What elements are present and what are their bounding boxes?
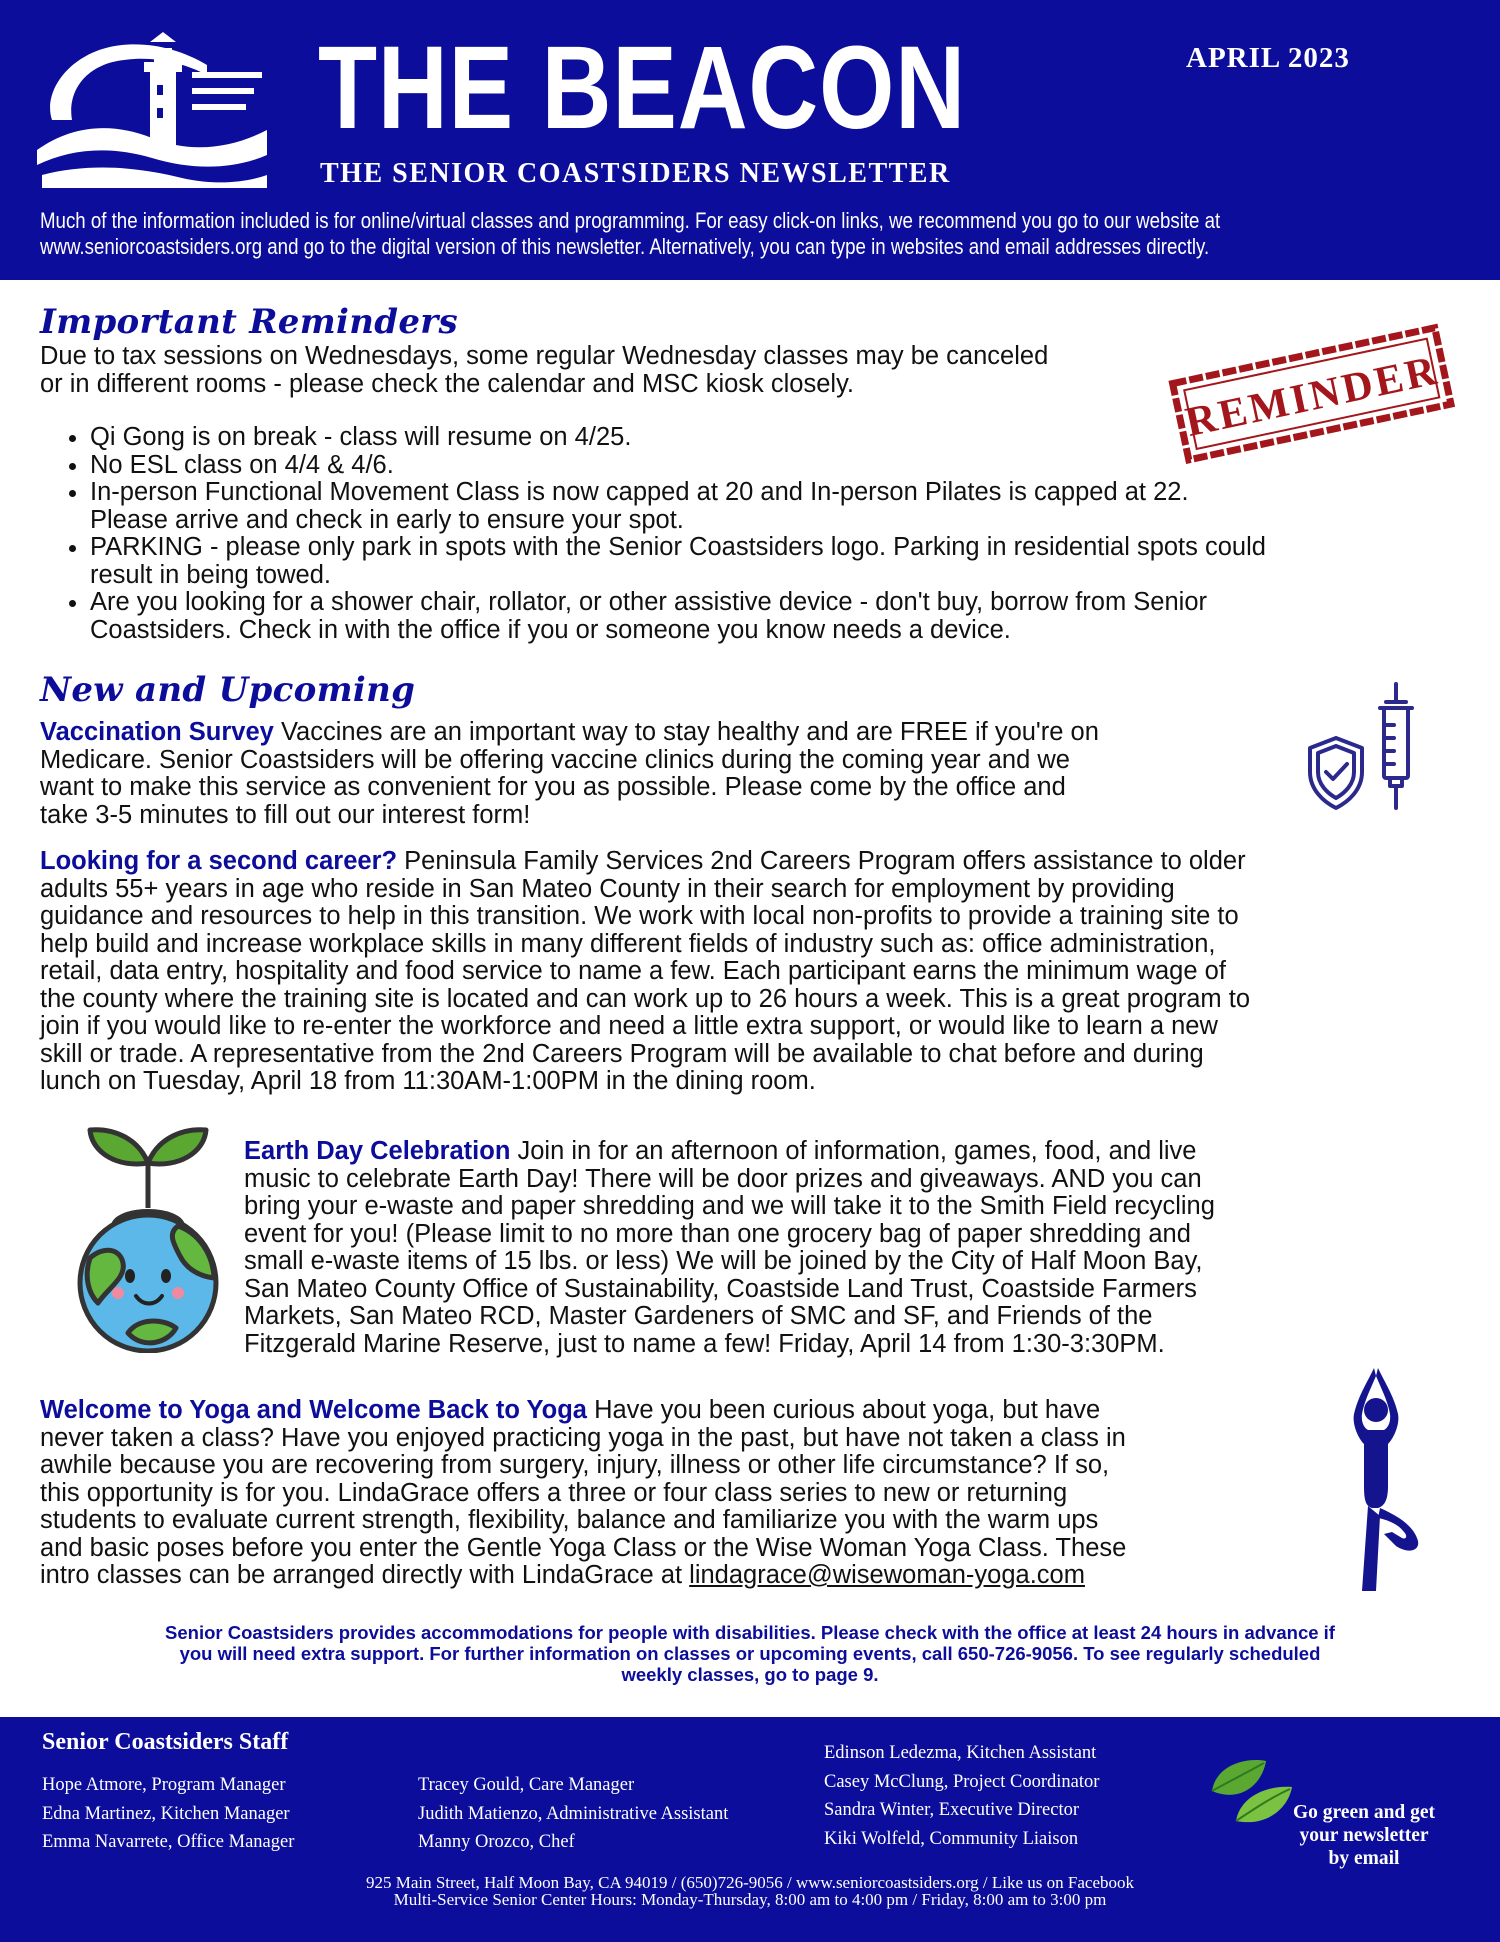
earth-day-text: small e-waste items of 15 lbs. or less) We will be joined by the City of Half Moon Bay,	[244, 1247, 1203, 1275]
earth-day-lead: Earth Day Celebration	[244, 1137, 511, 1165]
accessibility-notice	[40, 1622, 1460, 1685]
yoga-email-link[interactable]: lindagrace@wisewoman-yoga.com	[689, 1561, 1085, 1589]
staff-title: Senior Coastsiders Staff	[42, 1729, 289, 1755]
earth-day-section	[244, 1138, 1384, 1358]
staff-member: Edna Martinez, Kitchen Manager	[42, 1803, 290, 1824]
yoga-pose-icon	[1318, 1366, 1438, 1596]
yoga-text: intro classes can be arranged directly with LindaGrace at	[40, 1561, 690, 1589]
earth-day-text: Markets, San Mateo RCD, Master Gardeners of SMC and SF, and Friends of the	[244, 1302, 1153, 1330]
list-item-text: PARKING - please only park in spots with the Senior Coastsiders logo. Parking in residential spots could	[90, 533, 1266, 561]
yoga-text: and basic poses before you enter the Gentle Yoga Class or the Wise Woman Yoga Class. These	[40, 1533, 1127, 1562]
list-item	[90, 589, 1500, 644]
vaccination-text: want to make this service as convenient for you as possible. Please come by the office and	[40, 773, 1066, 801]
career-text: adults 55+ years in age who reside in San Mateo County in their search for employment by providing	[40, 874, 1175, 903]
vaccine-shield-icon	[1300, 680, 1420, 815]
staff-member: Hope Atmore, Program Manager	[42, 1775, 286, 1795]
earth-day-text: Fitzgerald Marine Reserve, just to name a few! Friday, April 14 from 1:30-3:30PM.	[244, 1329, 1165, 1358]
list-item	[90, 452, 1500, 480]
address-line: 925 Main Street, Half Moon Bay, CA 94019 / (650)726-9056 / www.seniorcoastsiders.org / Like us on Facebook	[365, 1873, 1135, 1892]
go-green-line: your newsletter	[1299, 1825, 1429, 1846]
earth-day-text: San Mateo County Office of Sustainability, Coastside Land Trust, Coastside Farmers	[244, 1274, 1197, 1303]
yoga-text: awhile because you are recovering from surgery, injury, illness or other life circumstance? If so,	[40, 1451, 1110, 1479]
lighthouse-logo-icon	[32, 30, 272, 190]
list-item-text: No ESL class on 4/4 & 4/6.	[90, 450, 394, 479]
career-text: skill or trade. A representative from the 2nd Careers Program will be available to chat before and during	[40, 1039, 1204, 1068]
yoga-text: this opportunity is for you. LindaGrace offers a three or four class series to new or returning	[40, 1478, 1068, 1507]
vaccination-text: take 3-5 minutes to fill out our interest form!	[40, 800, 531, 829]
career-text: join if you would like to re-enter the workforce and need a little extra support, or would like to learn a new	[40, 1012, 1218, 1040]
earth-day-text: Join in for an afternoon of information, games, food, and live	[510, 1137, 1197, 1165]
list-item-text: Qi Gong is on break - class will resume on 4/25.	[90, 423, 632, 451]
staff-member: Casey McClung, Project Coordinator	[824, 1771, 1100, 1792]
list-item-text: Are you looking for a shower chair, rollator, or other assistive device - don't buy, borrow from Senior	[90, 588, 1207, 616]
staff-member: Manny Orozco, Chef	[418, 1832, 575, 1852]
reminders-intro-line: or in different rooms - please check the calendar and MSC kiosk closely.	[40, 369, 855, 398]
vaccination-section	[40, 719, 1300, 829]
career-text: lunch on Tuesday, April 18 from 11:30AM-1:00PM in the dining room.	[40, 1067, 816, 1095]
go-green-message	[1284, 1801, 1444, 1870]
notice-line: Senior Coastsiders provides accommodations for people with disabilities. Please check with the office at least 24 hours in advance if	[165, 1622, 1335, 1643]
notice-line: weekly classes, go to page 9.	[621, 1664, 879, 1685]
career-text: help build and increase workplace skills in many different fields of industry such as: office administration,	[40, 929, 1216, 958]
list-item-text: Coastsiders. Check in with the office if you or someone you know needs a device.	[90, 615, 1011, 644]
staff-footer	[0, 1717, 1500, 1942]
newsletter-header	[0, 0, 1500, 280]
stamp-text: REMINDER	[1181, 347, 1444, 446]
go-green-line: by email	[1328, 1848, 1400, 1869]
reminders-intro-line: Due to tax sessions on Wednesdays, some regular Wednesday classes may be canceled	[40, 342, 1049, 370]
notice-line: you will need extra support. For further information on classes or upcoming events, call 650-726-9056. To see regularly scheduled	[179, 1643, 1321, 1664]
reminders-list	[40, 424, 1500, 644]
vaccination-lead: Vaccination Survey	[40, 718, 274, 746]
list-item-text: In-person Functional Movement Class is now capped at 20 and In-person Pilates is capped at 22.	[90, 478, 1189, 506]
issue-date: APRIL 2023	[1186, 42, 1350, 74]
staff-member: Tracey Gould, Care Manager	[418, 1775, 635, 1795]
upcoming-heading: New and Upcoming	[40, 670, 416, 710]
list-item	[90, 534, 1500, 589]
yoga-section	[40, 1397, 1340, 1590]
staff-column-2	[418, 1771, 728, 1857]
staff-member: Sandra Winter, Executive Director	[824, 1800, 1080, 1820]
header-intro-line: Much of the information included is for online/virtual classes and programming. For easy click-on links, we recommend you go to our website at	[40, 208, 1221, 233]
list-item	[90, 424, 1500, 452]
staff-member: Judith Matienzo, Administrative Assistant	[418, 1803, 729, 1824]
vaccination-text: Vaccines are an important way to stay healthy and are FREE if you're on	[273, 718, 1099, 746]
leaves-icon	[1206, 1751, 1296, 1829]
go-green-line: Go green and get	[1292, 1802, 1436, 1823]
yoga-text: students to evaluate current strength, flexibility, balance and familiarize you with the warm ups	[40, 1506, 1099, 1534]
list-item-text: result in being towed.	[90, 560, 331, 589]
career-text: Peninsula Family Services 2nd Careers Program offers assistance to older	[397, 847, 1246, 875]
hours-line: Multi-Service Senior Center Hours: Monday-Thursday, 8:00 am to 4:00 pm / Friday, 8:00 am to 3:00 pm	[393, 1890, 1107, 1909]
earth-day-text: event for you! (Please limit to no more than one grocery bag of paper shredding and	[244, 1219, 1191, 1248]
earth-day-text: music to celebrate Earth Day! There will be door prizes and giveaways. AND you can	[244, 1164, 1202, 1193]
yoga-text: Have you been curious about yoga, but have	[586, 1396, 1101, 1424]
career-lead: Looking for a second career?	[40, 847, 398, 875]
header-intro	[40, 208, 1285, 260]
header-intro-line: www.seniorcoastsiders.org and go to the digital version of this newsletter. Alternatively, you can type in websites and email addresses directly.	[40, 234, 1210, 259]
yoga-text: never taken a class? Have you enjoyed practicing yoga in the past, but have not taken a class in	[40, 1423, 1126, 1452]
earth-day-text: bring your e-waste and paper shredding and we will take it to the Smith Field recycling	[244, 1192, 1215, 1220]
list-item-text: Please arrive and check in early to ensure your spot.	[90, 505, 684, 534]
yoga-lead: Welcome to Yoga and Welcome Back to Yoga	[40, 1396, 587, 1424]
reminders-intro	[40, 343, 1240, 398]
list-item	[90, 479, 1500, 534]
staff-member: Kiki Wolfeld, Community Liaison	[824, 1828, 1079, 1849]
career-text: retail, data entry, hospitality and food service to name a few. Each participant earns the minimum wage of	[40, 957, 1226, 985]
vaccination-text: Medicare. Senior Coastsiders will be offering vaccine clinics during the coming year and we	[40, 745, 1070, 774]
career-section	[40, 848, 1480, 1096]
reminders-heading: Important Reminders	[40, 302, 458, 342]
career-text: guidance and resources to help in this transition. We work with local non-profits to provide a training site to	[40, 902, 1239, 930]
career-text: the county where the training site is located and can work up to 26 hours a week. This is a great program to	[40, 984, 1251, 1013]
staff-column-1	[42, 1771, 294, 1857]
staff-column-3	[824, 1739, 1099, 1853]
contact-info	[0, 1874, 1500, 1908]
staff-member: Emma Navarrete, Office Manager	[42, 1832, 295, 1852]
newsletter-title: THE BEACON	[318, 22, 966, 154]
newsletter-subtitle: THE SENIOR COASTSIDERS NEWSLETTER	[320, 158, 951, 189]
earth-sprout-icon	[68, 1118, 228, 1353]
staff-member: Edinson Ledezma, Kitchen Assistant	[824, 1743, 1097, 1763]
